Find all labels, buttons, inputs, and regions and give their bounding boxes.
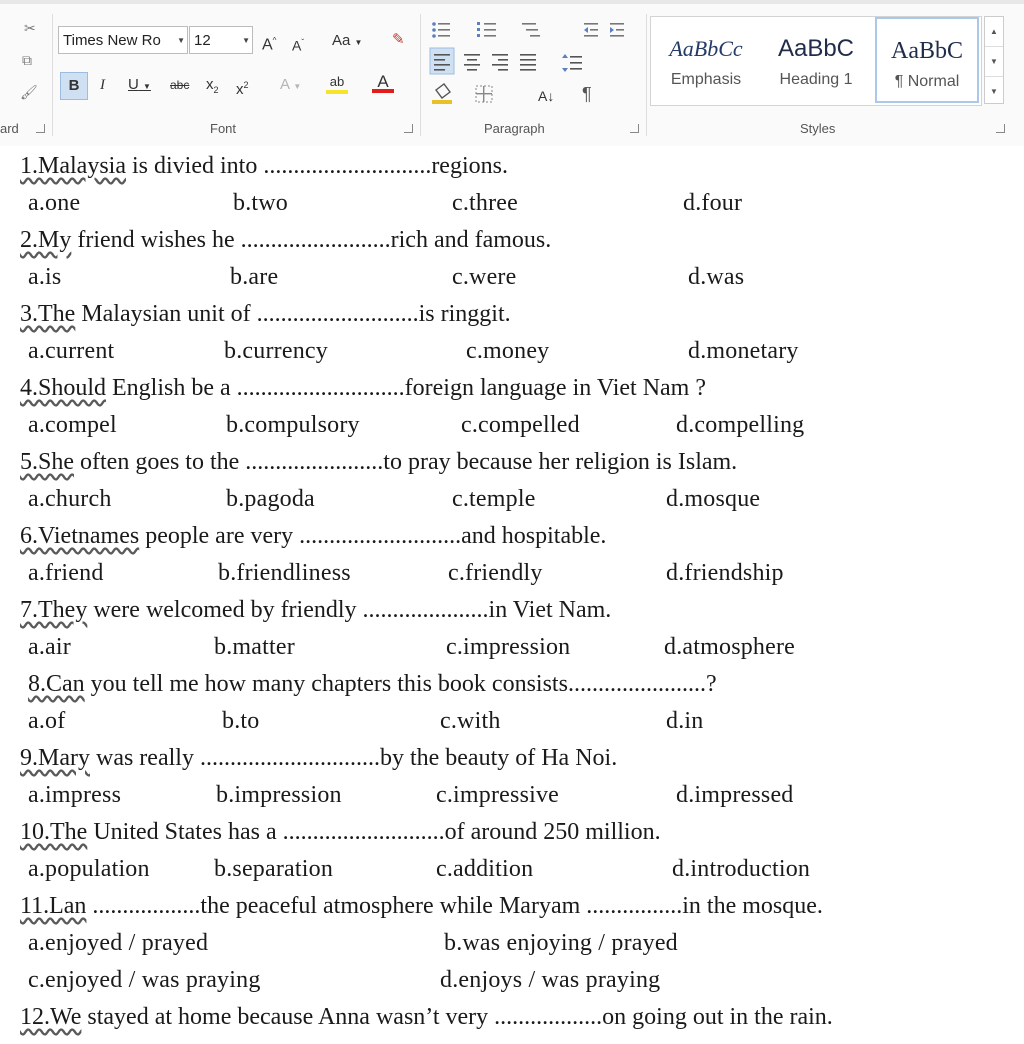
option-a: a.is — [28, 264, 62, 290]
question-number: 9.Mary — [20, 745, 90, 771]
style-name: Heading 1 — [779, 71, 853, 88]
styles-dialog-launcher-icon[interactable] — [996, 124, 1005, 133]
font-dialog-launcher-icon[interactable] — [404, 124, 413, 133]
option-c: c.impressive — [436, 782, 560, 808]
question-3 — [20, 298, 511, 330]
strikethrough-label: abc — [170, 78, 190, 92]
option-b: b.currency — [224, 338, 328, 364]
group-divider — [420, 14, 421, 136]
option-b: b.pagoda — [226, 486, 315, 512]
question-number: 10.The — [20, 819, 88, 845]
option-c: c.friendly — [448, 560, 543, 586]
style-name: ¶ Normal — [894, 73, 960, 90]
style-heading-1[interactable] — [765, 17, 867, 103]
question-text: Malaysian unit of ...........................is ringgit. — [75, 301, 511, 327]
font-size-value: 12 — [194, 32, 211, 49]
option-b: b.two — [233, 190, 288, 216]
scroll-down-icon[interactable]: ▼ — [985, 47, 1003, 77]
group-divider — [646, 14, 647, 136]
option-c: c.addition — [436, 856, 534, 882]
option-a: a.of — [28, 708, 66, 734]
options-9 — [0, 779, 1024, 811]
decrease-indent-icon — [584, 23, 598, 37]
question-1 — [20, 150, 508, 182]
question-2 — [20, 224, 551, 256]
question-6 — [20, 520, 606, 552]
option-d: d.monetary — [688, 338, 799, 364]
sort-button[interactable] — [538, 86, 554, 106]
chevron-down-icon[interactable]: ▼ — [242, 36, 250, 45]
question-text: friend wishes he .........................rich and famous. — [71, 227, 552, 253]
align-right-icon — [492, 54, 508, 71]
style-sample: AaBbCc — [669, 36, 743, 61]
numbering-icon — [477, 22, 496, 37]
question-number: 2.My — [20, 227, 72, 253]
grow-font-label: A — [262, 36, 273, 54]
question-text: was really ..............................by the beauty of Ha Noi. — [89, 745, 618, 771]
question-text: often goes to the .......................to pray because her religion is Islam. — [74, 449, 738, 475]
option-d: d.introduction — [672, 856, 811, 882]
question-9 — [20, 742, 617, 774]
pilcrow-label: ¶ — [582, 84, 592, 104]
multilevel-list-icon — [522, 23, 540, 37]
option-d: d.in — [666, 708, 704, 734]
option-b: b.to — [222, 708, 260, 734]
question-number: 3.The — [20, 301, 76, 327]
styles-scroller[interactable] — [984, 16, 1004, 104]
clipboard-group-label: ard — [0, 121, 19, 136]
bold-label: B — [68, 77, 80, 94]
option-b: b.was enjoying / prayed — [444, 930, 678, 956]
shrink-font-button[interactable]: $A^ˇ$ — [292, 37, 305, 54]
option-d: d.compelling — [676, 412, 805, 438]
group-divider — [52, 14, 53, 136]
option-d: d.atmosphere — [664, 634, 796, 660]
line-spacing-icon — [562, 54, 582, 72]
question-number: 8.Can — [28, 671, 85, 697]
option-a: a.enjoyed / prayed — [28, 930, 209, 956]
borders-icon — [476, 86, 492, 102]
option-c: c.temple — [452, 486, 536, 512]
paragraph-dialog-launcher-icon[interactable] — [630, 124, 639, 133]
question-number: 4.Should — [20, 375, 107, 401]
question-number: 5.She — [20, 449, 74, 475]
option-a: a.current — [28, 338, 115, 364]
copy-icon[interactable]: ⧉ — [22, 52, 32, 68]
font-family-combo[interactable] — [58, 26, 188, 54]
ribbon-top-border — [0, 0, 1024, 4]
font-group-label: Font — [210, 121, 237, 136]
shrink-font-label: A — [292, 37, 302, 54]
font-color-label: A — [377, 72, 389, 91]
italic-label: I — [100, 77, 105, 93]
option-b: b.separation — [214, 856, 334, 882]
document-page[interactable] — [0, 146, 1024, 1044]
question-text: United States has a ...........................of around 250 million. — [87, 819, 661, 845]
question-text: is divied into ............................regions. — [125, 153, 508, 179]
question-10 — [20, 816, 661, 848]
option-d: d.four — [683, 190, 743, 216]
options-3 — [0, 335, 1024, 367]
option-d: d.impressed — [676, 782, 794, 808]
clipboard-dialog-launcher-icon[interactable] — [36, 124, 45, 133]
change-case-button[interactable]: Aa ▼ — [332, 32, 363, 49]
question-8 — [28, 668, 717, 700]
text-effects-label: A — [280, 76, 290, 93]
option-b: b.compulsory — [226, 412, 360, 438]
italic-button[interactable] — [100, 75, 105, 95]
question-number: 12.We — [20, 1004, 82, 1030]
font-family-value: Times New Ro — [63, 32, 161, 49]
superscript-label: x — [236, 81, 244, 98]
option-a: a.impress — [28, 782, 122, 808]
subscript-label: x — [206, 76, 214, 93]
options-8 — [0, 705, 1024, 737]
option-c: c.impression — [446, 634, 571, 660]
question-number: 7.They — [20, 597, 88, 623]
highlight-label: ab — [329, 74, 345, 89]
option-c: c.with — [440, 708, 501, 734]
options-11b — [0, 964, 1024, 996]
question-text: English be a ............................foreign language in Viet Nam ? — [106, 375, 707, 401]
options-11a — [0, 927, 1024, 959]
more-styles-icon[interactable]: ▼ — [990, 87, 998, 96]
format-painter-icon[interactable]: 🖌 — [20, 84, 38, 100]
question-4 — [20, 372, 706, 404]
paragraph-controls — [428, 18, 638, 114]
style-normal[interactable] — [875, 17, 979, 103]
styles-group-label: Styles — [800, 121, 836, 136]
option-a: a.population — [28, 856, 150, 882]
underline-label: U — [128, 76, 139, 93]
question-text: you tell me how many chapters this book consists.......................? — [84, 671, 717, 697]
font-color-button[interactable] — [372, 72, 394, 93]
bullets-icon — [432, 22, 450, 38]
options-4 — [0, 409, 1024, 441]
font-size-combo[interactable] — [189, 26, 253, 54]
cut-icon[interactable]: ✂ — [24, 20, 36, 36]
option-d: d.was — [688, 264, 745, 290]
option-d: d.enjoys / was praying — [440, 967, 661, 993]
options-6 — [0, 557, 1024, 589]
highlight-color-swatch — [326, 90, 348, 94]
style-emphasis[interactable] — [655, 17, 757, 103]
subscript-button[interactable]: $x_2$ — [206, 76, 219, 95]
increase-indent-icon — [610, 23, 624, 37]
question-7 — [20, 594, 611, 626]
chevron-down-icon[interactable]: ▼ — [177, 36, 185, 45]
text-effects-button[interactable]: A ▼ — [280, 76, 302, 93]
question-text: stayed at home because Anna wasn’t very ..................on going out in the rain. — [81, 1004, 833, 1030]
strikethrough-button[interactable] — [170, 75, 189, 95]
ribbon — [0, 0, 1024, 147]
option-a: a.compel — [28, 412, 117, 438]
clear-formatting-icon[interactable]: ✎ — [392, 31, 405, 48]
option-c: c.money — [466, 338, 550, 364]
grow-font-button[interactable]: A^ — [262, 36, 277, 54]
style-sample: AaBbC — [777, 35, 855, 62]
option-c: c.enjoyed / was praying — [28, 967, 261, 993]
show-hide-marks-button[interactable] — [582, 84, 592, 104]
bold-button[interactable] — [60, 72, 88, 100]
underline-button[interactable]: U ▼ — [128, 76, 151, 93]
options-2 — [0, 261, 1024, 293]
style-name: Emphasis — [670, 71, 742, 88]
option-d: d.mosque — [666, 486, 761, 512]
option-c: c.three — [452, 190, 519, 216]
option-a: a.friend — [28, 560, 104, 586]
question-text: were welcomed by friendly .....................in Viet Nam. — [87, 597, 612, 623]
superscript-button[interactable]: $x^2$ — [236, 80, 249, 98]
option-a: a.air — [28, 634, 71, 660]
option-b: b.are — [230, 264, 279, 290]
shading-icon — [432, 84, 452, 104]
option-a: a.church — [28, 486, 112, 512]
question-11 — [20, 890, 823, 922]
style-sample: AaBbC — [891, 38, 963, 64]
question-number: 11.Lan — [20, 893, 87, 919]
align-center-icon — [464, 54, 480, 71]
paragraph-group-label: Paragraph — [484, 121, 545, 136]
sort-label: A↓ — [538, 88, 555, 104]
option-c: c.compelled — [461, 412, 580, 438]
option-b: b.friendliness — [218, 560, 351, 586]
question-5 — [20, 446, 737, 478]
change-case-label: Aa — [332, 32, 351, 49]
justify-icon — [520, 54, 536, 71]
question-number: 6.Vietnames — [20, 523, 140, 549]
option-b: b.impression — [216, 782, 342, 808]
question-12 — [20, 1001, 833, 1033]
styles-gallery — [650, 16, 982, 106]
question-text: ..................the peaceful atmosphere while Maryam ................in the mosque. — [86, 893, 823, 919]
option-c: c.were — [452, 264, 517, 290]
options-1 — [0, 187, 1024, 219]
question-text: people are very ...........................and hospitable. — [139, 523, 607, 549]
scroll-up-icon[interactable]: ▲ — [985, 17, 1003, 47]
option-d: d.friendship — [666, 560, 784, 586]
options-7 — [0, 631, 1024, 663]
option-b: b.matter — [214, 634, 295, 660]
options-5 — [0, 483, 1024, 515]
highlight-color-button[interactable] — [326, 72, 348, 94]
question-number: 1.Malaysia — [20, 153, 126, 179]
option-a: a.one — [28, 190, 81, 216]
options-10 — [0, 853, 1024, 885]
